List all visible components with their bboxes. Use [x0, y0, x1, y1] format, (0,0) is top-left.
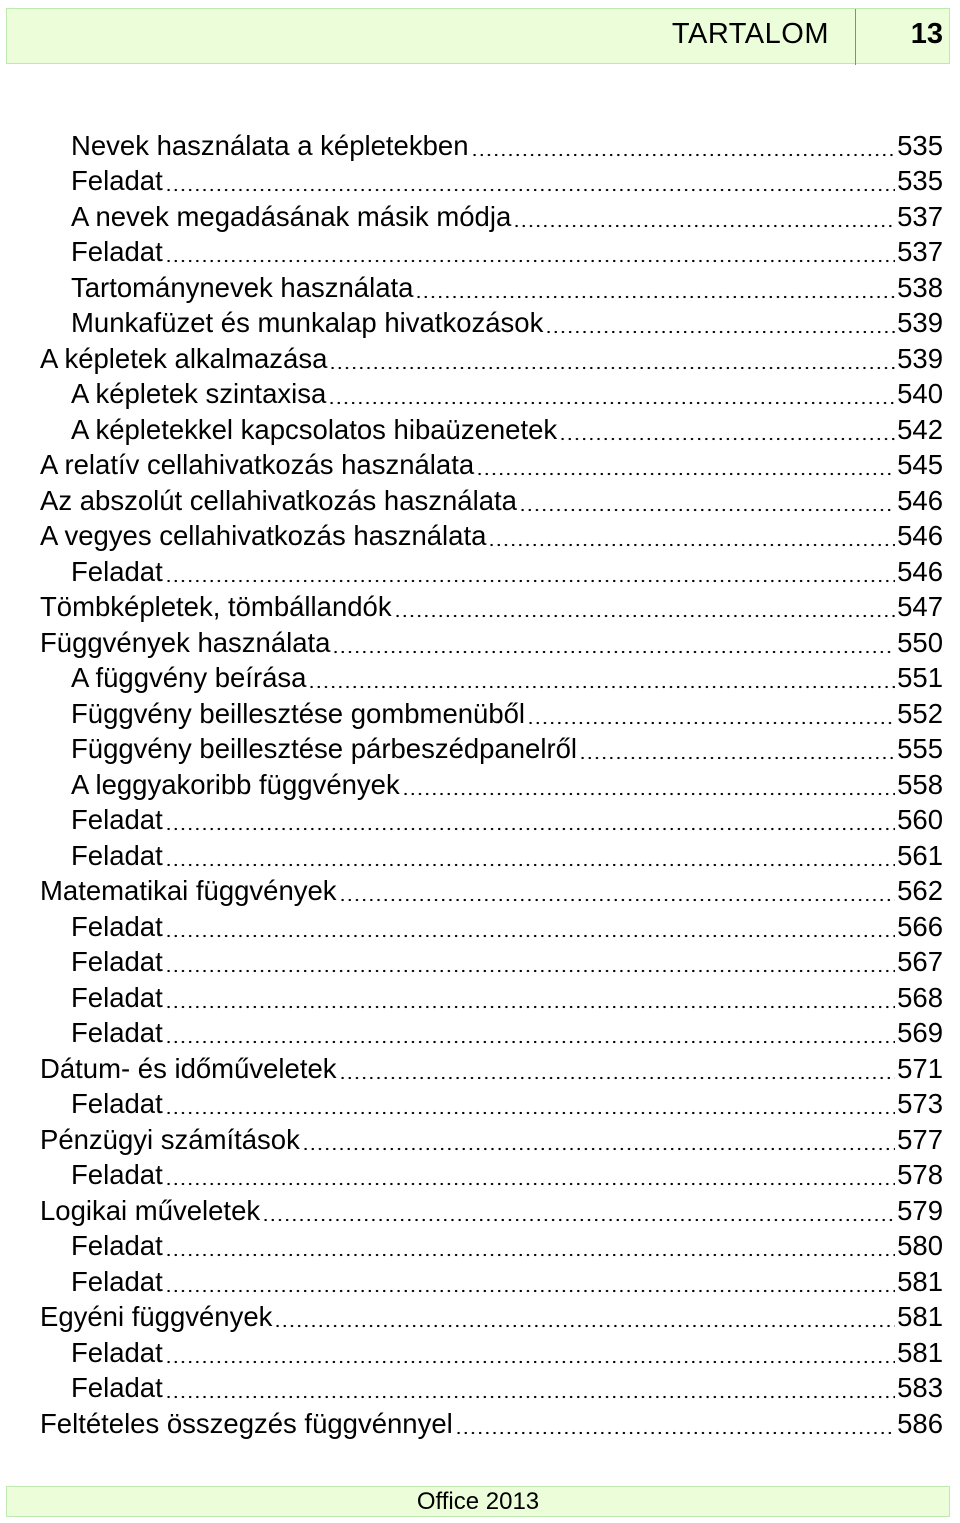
toc-entry-title: A képletekkel kapcsolatos hibaüzenetek	[71, 413, 558, 445]
toc-entry-page: 540	[897, 378, 943, 409]
toc-dot-leader	[165, 1158, 895, 1186]
toc-entry-page: 552	[897, 697, 943, 729]
toc-entry-title: Pénzügyi számítások	[40, 1123, 300, 1155]
toc-entry	[0, 588, 960, 624]
toc-entry	[0, 304, 960, 340]
toc-dot-leader	[165, 839, 895, 867]
toc-entry-page: 538	[897, 271, 943, 303]
toc-entry-page: 560	[897, 804, 943, 835]
toc-entry-page: 573	[897, 1088, 943, 1119]
toc-dot-leader	[262, 1194, 895, 1222]
toc-dot-leader	[328, 377, 895, 405]
toc-dot-leader	[332, 626, 895, 654]
toc-entry-page: 568	[897, 981, 943, 1013]
toc-entry-page: 546	[897, 555, 943, 587]
toc-entry	[0, 801, 960, 837]
toc-dot-leader	[488, 519, 895, 547]
toc-entry	[0, 268, 960, 304]
toc-entry-title: Feladat	[71, 839, 163, 871]
toc-entry	[0, 481, 960, 517]
toc-dot-leader	[165, 235, 895, 263]
footer-text: Office 2013	[416, 1488, 540, 1515]
toc-entry	[0, 1333, 960, 1369]
toc-dot-leader	[402, 768, 895, 796]
toc-entry	[0, 730, 960, 766]
toc-entry-title: Feladat	[71, 236, 163, 267]
toc-entry	[0, 836, 960, 872]
toc-entry-title: Nevek használata a képletekben	[71, 129, 469, 161]
toc-dot-leader	[165, 1229, 895, 1257]
toc-entry-page: 562	[897, 875, 943, 906]
toc-entry-title: Feladat	[71, 1017, 163, 1048]
toc-entry	[0, 552, 960, 588]
toc-entry-title: A vegyes cellahivatkozás használata	[40, 520, 487, 551]
toc-entry	[0, 694, 960, 730]
toc-entry-title: Feladat	[71, 165, 163, 196]
toc-dot-leader	[165, 164, 895, 192]
toc-entry	[0, 197, 960, 233]
toc-entry-page: 537	[897, 200, 943, 232]
toc-entry-page: 579	[897, 1194, 943, 1226]
toc-entry-title: A nevek megadásának másik módja	[71, 200, 512, 232]
toc-entry-title: Feladat	[71, 1372, 163, 1403]
toc-entry	[0, 410, 960, 446]
toc-entry	[0, 943, 960, 979]
toc-dot-leader	[476, 448, 895, 476]
toc-entry	[0, 1369, 960, 1405]
toc-entry-title: Feladat	[71, 555, 163, 587]
toc-entry-title: Függvények használata	[40, 626, 331, 658]
toc-entry-page: 555	[897, 733, 943, 764]
toc-entry	[0, 126, 960, 162]
page-header	[6, 8, 950, 64]
toc-entry	[0, 765, 960, 801]
toc-dot-leader	[274, 1300, 895, 1328]
toc-entry-page: 581	[897, 1301, 943, 1332]
toc-entry	[0, 162, 960, 198]
toc-entry-title: Feltételes összegzés függvénnyel	[40, 1407, 453, 1439]
toc-entry-title: Feladat	[71, 1230, 163, 1261]
toc-dot-leader	[394, 590, 896, 618]
toc-dot-leader	[165, 1371, 895, 1399]
toc-entry-title: Feladat	[71, 981, 163, 1013]
toc-entry-title: Feladat	[71, 910, 163, 942]
toc-dot-leader	[339, 874, 896, 902]
toc-dot-leader	[527, 697, 895, 725]
toc-entry	[0, 233, 960, 269]
toc-entry	[0, 339, 960, 375]
toc-entry-page: 551	[897, 662, 943, 693]
toc-entry-page: 545	[897, 449, 943, 480]
page-footer	[6, 1486, 950, 1517]
toc-entry-page: 539	[897, 342, 943, 374]
toc-entry	[0, 1120, 960, 1156]
toc-entry-title: Az abszolút cellahivatkozás használata	[40, 484, 517, 516]
toc-entry	[0, 1262, 960, 1298]
toc-entry-page: 571	[897, 1052, 943, 1084]
toc-entry-title: Munkafüzet és munkalap hivatkozások	[71, 307, 544, 338]
toc-entry-title: Függvény beillesztése gombmenüből	[71, 697, 526, 729]
toc-entry-page: 567	[897, 946, 943, 977]
toc-entry-page: 578	[897, 1159, 943, 1190]
toc-entry	[0, 1085, 960, 1121]
toc-entry-title: Feladat	[71, 804, 163, 835]
toc-entry	[0, 1049, 960, 1085]
toc-entry-title: A függvény beírása	[71, 662, 307, 693]
toc-entry-page: 577	[897, 1123, 943, 1155]
toc-entry	[0, 978, 960, 1014]
toc-dot-leader	[165, 1336, 895, 1364]
toc-entry-page: 539	[897, 307, 943, 338]
toc-entry-title: A leggyakoribb függvények	[71, 768, 400, 800]
toc-entry	[0, 1191, 960, 1227]
toc-entry	[0, 659, 960, 695]
toc-dot-leader	[165, 945, 895, 973]
toc-dot-leader	[165, 981, 895, 1009]
toc-dot-leader	[579, 732, 895, 760]
toc-entry-page: 581	[897, 1336, 943, 1368]
toc-entry	[0, 1014, 960, 1050]
toc-entry-title: A relatív cellahivatkozás használata	[40, 449, 475, 480]
toc-entry-title: A képletek alkalmazása	[40, 342, 328, 374]
toc-entry	[0, 1227, 960, 1263]
toc-dot-leader	[165, 1087, 895, 1115]
toc-entry-page: 561	[897, 839, 943, 871]
toc-dot-leader	[329, 342, 895, 370]
toc-entry	[0, 907, 960, 943]
toc-entry-title: Feladat	[71, 946, 163, 977]
toc-entry	[0, 1404, 960, 1440]
toc-dot-leader	[302, 1123, 895, 1151]
toc-entry-title: Függvény beillesztése párbeszédpanelről	[71, 733, 578, 764]
toc-dot-leader	[165, 1016, 895, 1044]
toc-entry-page: 569	[897, 1017, 943, 1048]
toc-entry-page: 546	[897, 484, 943, 516]
toc-dot-leader	[471, 129, 896, 157]
toc-dot-leader	[165, 555, 895, 583]
toc-entry-title: Dátum- és időműveletek	[40, 1052, 337, 1084]
toc-entry-title: Egyéni függvények	[40, 1301, 273, 1332]
toc-entry-page: 535	[897, 165, 943, 196]
header-divider	[855, 9, 856, 65]
toc-dot-leader	[308, 661, 895, 689]
toc-entry	[0, 623, 960, 659]
toc-entry-page: 583	[897, 1372, 943, 1403]
header-title: TARTALOM	[671, 18, 829, 50]
toc-entry-page: 546	[897, 520, 943, 551]
toc-dot-leader	[559, 413, 895, 441]
toc-dot-leader	[513, 200, 895, 228]
toc-dot-leader	[545, 306, 895, 334]
toc-entry-title: Tartománynevek használata	[71, 271, 414, 303]
header-page-number: 13	[910, 18, 943, 50]
toc-dot-leader	[519, 484, 895, 512]
toc-dot-leader	[165, 803, 895, 831]
toc-entry-title: Tömbképletek, tömbállandók	[40, 591, 392, 622]
toc-entry-title: Feladat	[71, 1088, 163, 1119]
toc-entry-page: 535	[897, 129, 943, 161]
toc-entry-page: 580	[897, 1230, 943, 1261]
toc-entry-title: Feladat	[71, 1265, 163, 1297]
toc-entry	[0, 375, 960, 411]
toc-entry-title: A képletek szintaxisa	[71, 378, 327, 409]
toc-dot-leader	[455, 1407, 895, 1435]
toc-dot-leader	[165, 910, 895, 938]
toc-dot-leader	[339, 1052, 896, 1080]
toc-entry-title: Matematikai függvények	[40, 875, 337, 906]
toc-entry-title: Feladat	[71, 1159, 163, 1190]
toc-entry	[0, 446, 960, 482]
toc-entry-page: 566	[897, 910, 943, 942]
toc-entry-page: 550	[897, 626, 943, 658]
toc-dot-leader	[415, 271, 895, 299]
toc-entry-page: 537	[897, 236, 943, 267]
toc-entry-page: 547	[897, 591, 943, 622]
toc-entry-page: 586	[897, 1407, 943, 1439]
toc-entry-page: 542	[897, 413, 943, 445]
toc-entry-page: 558	[897, 768, 943, 800]
toc-entry-title: Feladat	[71, 1336, 163, 1368]
toc-entry	[0, 517, 960, 553]
toc-entry	[0, 872, 960, 908]
table-of-contents	[0, 126, 960, 1440]
toc-entry	[0, 1298, 960, 1334]
toc-entry	[0, 1156, 960, 1192]
toc-dot-leader	[165, 1265, 895, 1293]
toc-entry-page: 581	[897, 1265, 943, 1297]
toc-entry-title: Logikai műveletek	[40, 1194, 261, 1226]
